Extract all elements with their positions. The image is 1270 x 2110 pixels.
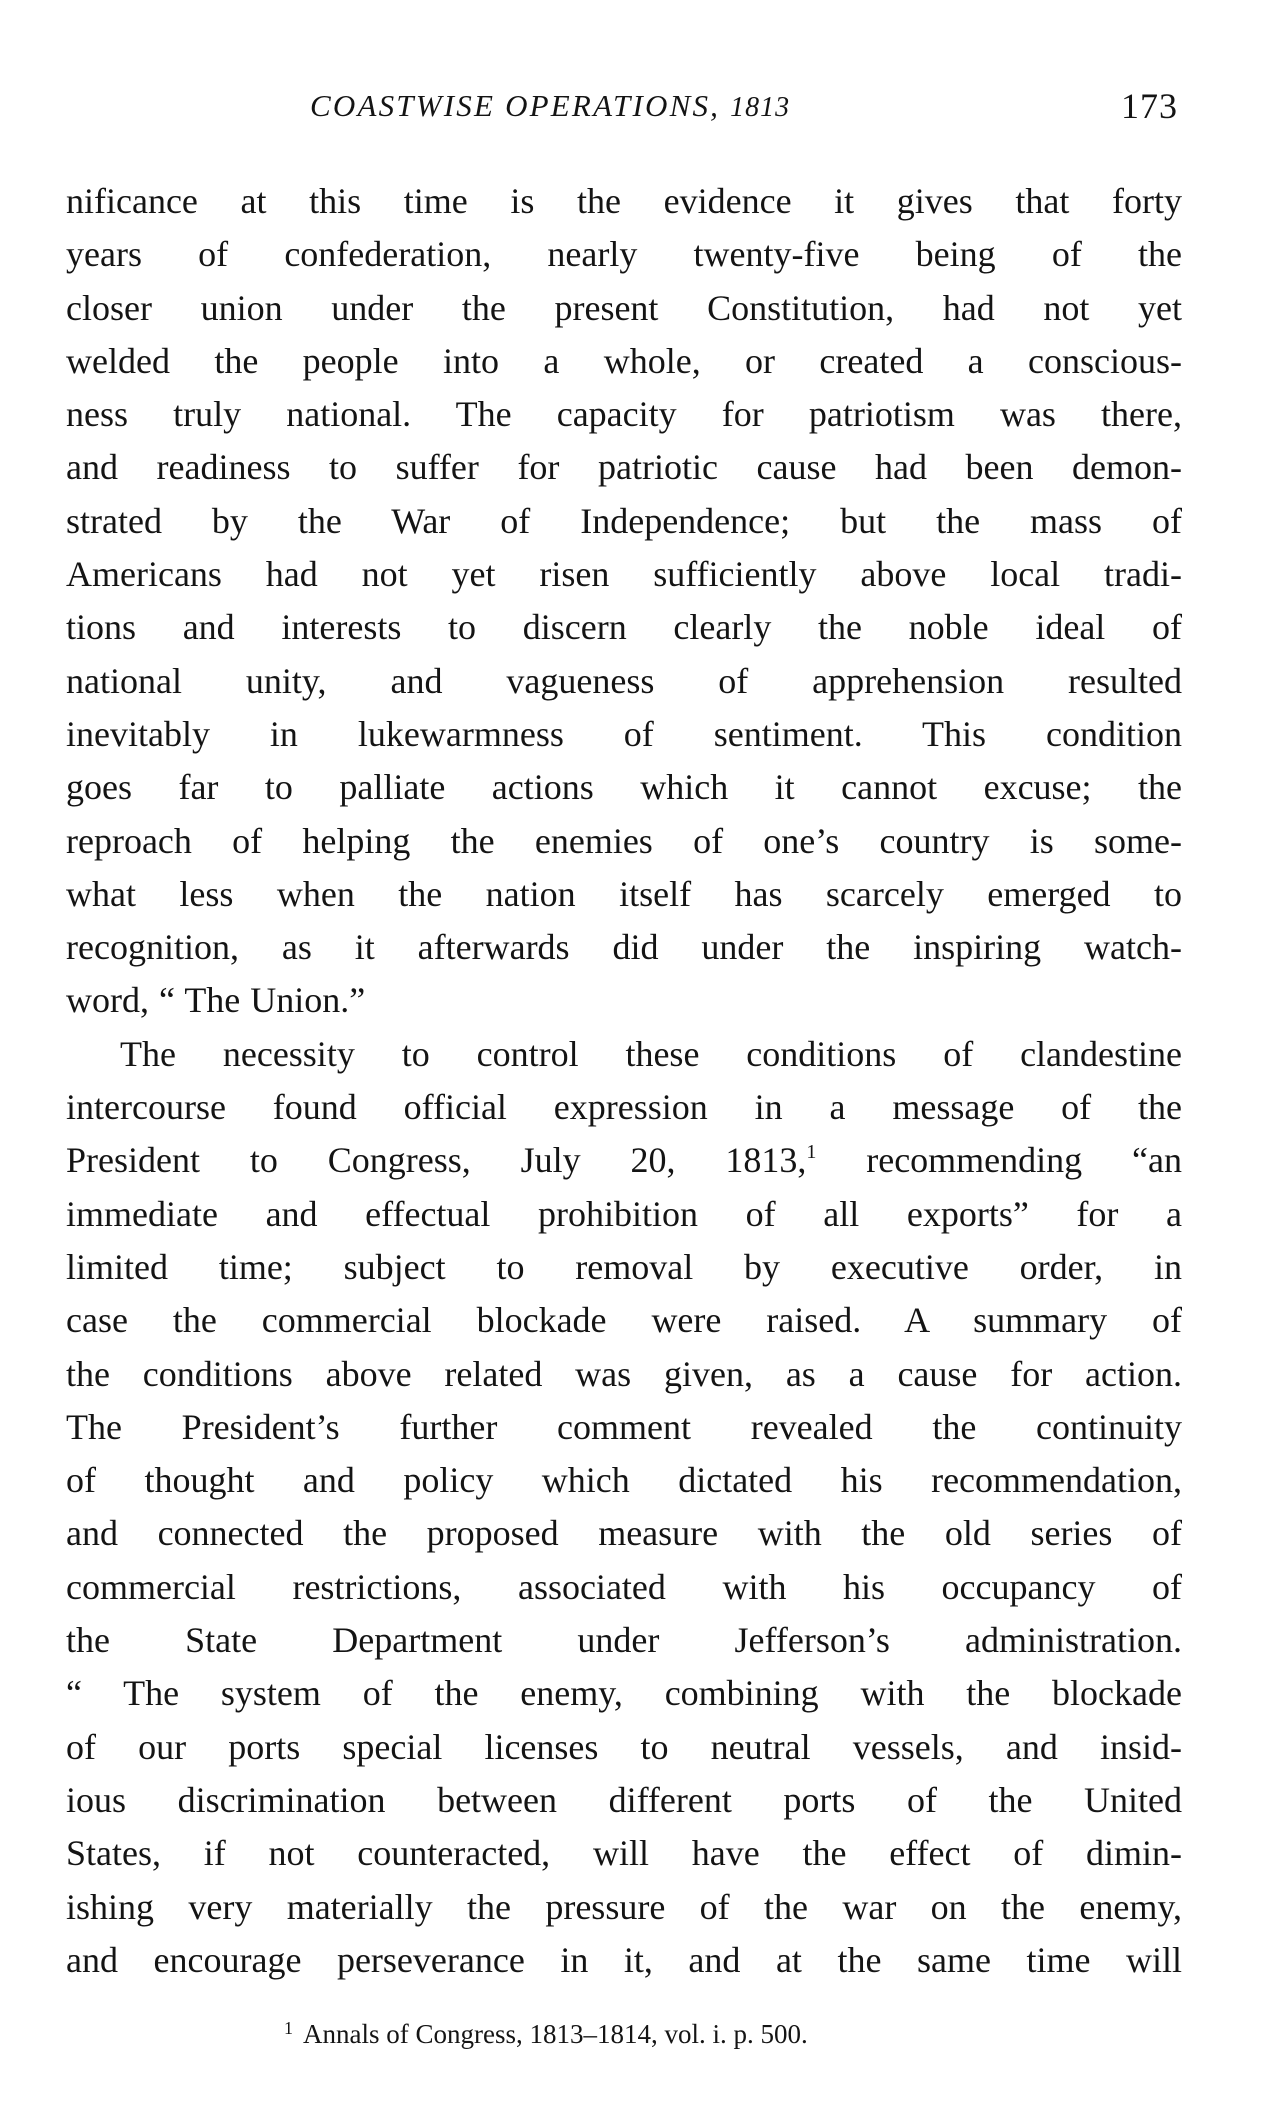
text-line: The President’s further comment revealed the continuity [66,1406,1182,1447]
footnote-reference[interactable]: 1 [806,1141,817,1164]
text-line: ishing very materially the pressure of the war on the enemy, [66,1886,1182,1927]
text-line: States, if not counteracted, will have the effect of dimin- [66,1833,1182,1874]
text-line: The necessity to control these conditions of clandestine [120,1033,1182,1074]
text-line: and connected the proposed measure with the old series of [66,1513,1182,1554]
footnote-text: Annals of Congress, 1813–1814, vol. i. p. 500. [303,2019,808,2049]
text-line: “ The system of the enemy, combining with the blockade [66,1673,1182,1714]
text-line: ness truly national. The capacity for patriotism was there, [66,394,1182,435]
text-line: nificance at this time is the evidence it gives that forty [66,181,1182,221]
text-line: limited time; subject to removal by executive order, in [66,1246,1182,1287]
text-line: closer union under the present Constitution, had not yet [66,287,1182,328]
text-line: of our ports special licenses to neutral vessels, and insid- [66,1726,1182,1767]
paragraph-2 [66,1031,1182,1990]
footnote [284,2010,964,2052]
text-line: and encourage perseverance in it, and at the same time will [66,1939,1182,1980]
text-line: years of confederation, nearly twenty-five being of the [66,234,1182,275]
footnote-marker: 1 [284,2018,293,2038]
running-title-text: COASTWISE OPERATIONS, [310,88,721,123]
text-line: and readiness to suffer for patriotic cause had been demon- [66,447,1182,488]
text-line: welded the people into a whole, or created a conscious- [66,340,1182,381]
page-number: 173 [1121,86,1178,126]
text-line: word, “ The Union.” [66,980,366,1021]
body-text [66,178,1182,1990]
text-line: ious discrimination between different ports of the United [66,1779,1182,1820]
running-title-year: 1813 [730,92,791,123]
text-line: the State Department under Jefferson’s administration. [66,1620,1182,1661]
text-line-with-footnote-ref [66,1137,1182,1190]
text-line: Americans had not yet risen sufficiently above local tradi- [66,554,1182,595]
text-line: reproach of helping the enemies of one’s country is some- [66,820,1182,861]
text-line: recognition, as it afterwards did under the inspiring watch- [66,927,1182,968]
text-line: the conditions above related was given, as a cause for action. [66,1353,1182,1394]
text-line: immediate and effectual prohibition of all exports” for a [66,1193,1182,1234]
text-line: goes far to palliate actions which it cannot excuse; the [66,767,1182,808]
text-line: tions and interests to discern clearly the noble ideal of [66,607,1182,648]
running-title [310,84,790,130]
running-head [68,84,1180,128]
text-line: of thought and policy which dictated his recommendation, [66,1460,1182,1501]
text-line-part: recommending “an [816,1140,1182,1181]
text-line: inevitably in lukewarmness of sentiment. This condition [66,713,1182,754]
text-line: commercial restrictions, associated with his occupancy of [66,1566,1182,1607]
paragraph-1 [66,178,1182,1031]
text-line: what less when the nation itself has scarcely emerged to [66,873,1182,914]
text-line: case the commercial blockade were raised. A summary of [66,1300,1182,1341]
text-line: strated by the War of Independence; but the mass of [66,500,1182,541]
text-line: intercourse found official expression in a message of the [66,1087,1182,1128]
text-line: national unity, and vagueness of apprehension resulted [66,660,1182,701]
text-line-part: President to Congress, July 20, 1813, [66,1140,807,1181]
